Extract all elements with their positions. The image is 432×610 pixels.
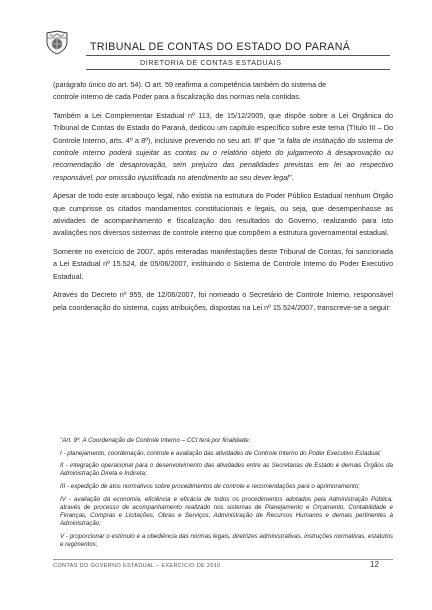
footer-rule bbox=[53, 559, 393, 560]
quote-item-1: I - planejamento, coordenação, controle e avaliação das atividades de Controle Interno do Poder Executivo Estadual; bbox=[60, 449, 381, 457]
law-quote-block bbox=[60, 437, 393, 554]
quote-item-4: IV - avaliação da economia, eficiência e eficácia de todos os procedimentos adotados pela Administração Pública, através de processo de acompanhamento realizado nos sistemas de Planejamento e Orçamento, Contabilidade e Finanças, Compras e Licitações, Obras e Serviços, Administração de Recursos Humanos e demais pertinentes à Administração; bbox=[60, 495, 393, 528]
paragraph-5: Através do Decreto nº 955, de 12/06/2007, foi nomeado o Secretário de Controle Interno, responsável pela coordenação do sistema, cujas atribuições, dispostas na Lei nº 15.524/2007, transcreve-se a seguir: bbox=[53, 290, 393, 312]
header-subtitle: DIRETORIA DE CONTAS ESTADUAIS bbox=[140, 58, 282, 67]
paragraph-4: Somente no exercício de 2007, após reiteradas manifestações deste Tribunal de Contas, foi sancionada a Lei Estadual nº 15.524, de 05/06/2007, instituindo o Sistema de Controle Interno do Poder Executivo Estadual. bbox=[53, 247, 393, 281]
paragraph-2-end: . bbox=[291, 172, 294, 182]
quote-item-5: V - proporcionar o estímulo e a obediência das normas legais, diretrizes administrativas, instruções normativas, estatutos e regimentos; bbox=[60, 532, 393, 548]
page-number: 12 bbox=[370, 560, 379, 569]
paragraph-2-quote: "a falta de instituição do sistema de controle interno poderá sujeitar as contas ou o relatório objeto do julgamento à desaprovação ou recomendação de desaprovação, sem prejuízo das penalidades previstas em lei ao respectivo responsável, por omissão injustificada no atendimento ao seu dever legal" bbox=[53, 135, 393, 182]
parana-coat-of-arms-icon bbox=[44, 29, 70, 55]
quote-item-3: III - expedição de atos normativos sobre procedimentos de controle e recomendações para o aprimoramento; bbox=[60, 482, 360, 490]
footer-text: CONTAS DO GOVERNO ESTADUAL – EXERCÍCIO DE 2010 bbox=[53, 563, 221, 569]
quote-item-2: II - integração operacional para o desenvolvimento das atividades entre as Secretarias de Estado e demais Órgãos da Administração Direta e Indireta; bbox=[60, 462, 393, 478]
header-rule-top bbox=[86, 55, 390, 56]
paragraph-3: Apesar de todo este arcabouço legal, não existia na estrutura do Poder Público Estadual nenhum Órgão que cumprisse os citados mandamentos constitucionais e legais, ou seja, que desempenhasse as atividades de acompanhamento e fiscalização dos resultados do Governo, realizando para isto avaliações nos diversos sistemas de controle interno que compõem a estrutura governamental estadual. bbox=[53, 191, 393, 238]
paragraph-2-intro: Também a Lei Complementar Estadual nº 113, de 15/12/2005, que dispõe sobre a Lei Orgânica do Tribunal de Contas do Estado do Paraná, dedicou um capítulo específico sobre este tema (Título III – Do Controle Interno, arts. 4º a 8º), inclusive prevendo no seu art. 8º que bbox=[53, 111, 393, 145]
header-title: TRIBUNAL DE CONTAS DO ESTADO DO PARANÁ bbox=[90, 41, 351, 53]
paragraph-1-line-1: (parágrafo único do art. 54). O art. 59 reafirma a competência também do sistema de bbox=[53, 80, 327, 89]
body-text bbox=[53, 79, 393, 321]
paragraph-1 bbox=[53, 79, 393, 104]
quote-intro: "Art. 9º. A Coordenação de Controle Interno – CCI terá por finalidade: bbox=[60, 437, 251, 444]
paragraph-2 bbox=[53, 110, 393, 184]
paragraph-1-line-2: controle interno de cada Poder para a fiscalização das normas nela contidas. bbox=[53, 92, 301, 102]
header-rule-bottom bbox=[86, 69, 390, 70]
